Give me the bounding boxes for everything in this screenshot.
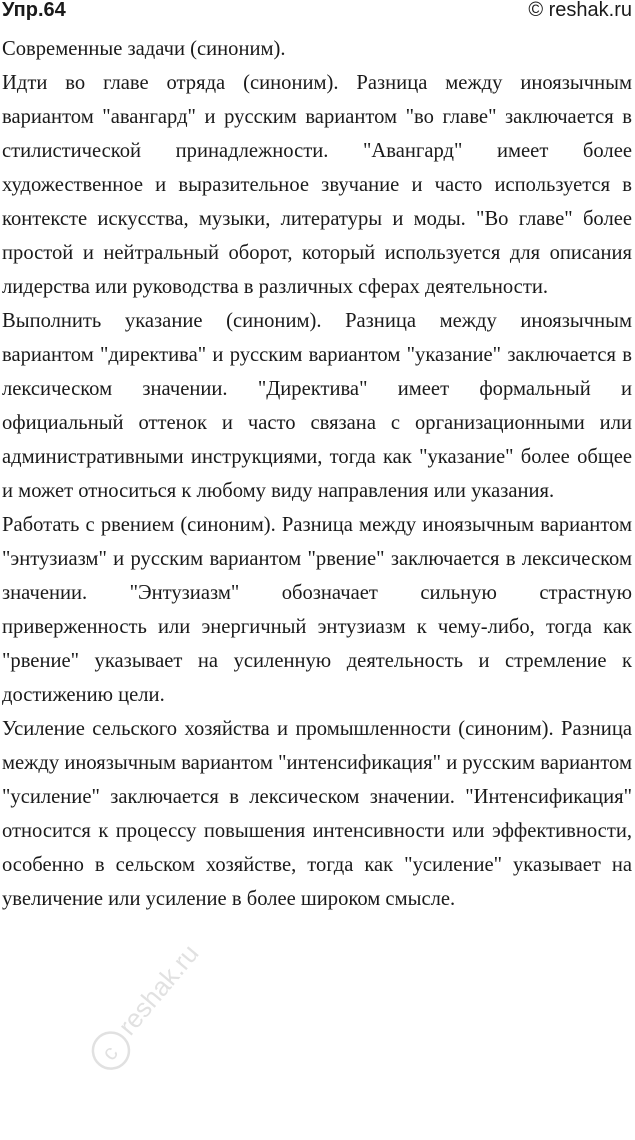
- paragraph-direktiva: Выполнить указание (синоним). Разница между иноязычным вариантом "директива" и русским вариантом "указание" заключается в лексическом значении. "Директива" имеет формальный и официальный оттенок и часто связана с организационными или административными инструкциями, тогда как "указание" более общее и может относиться к любому виду направления или указания.: [2, 310, 632, 502]
- copyright-circle-icon: [51, 914, 239, 1106]
- watermark-text: reshak.ru: [111, 938, 205, 1041]
- document-body: [2, 32, 632, 916]
- paragraph-intensifikatsiya: Усиление сельского хозяйства и промышленности (синоним). Разница между иноязычным вариантом "интенсификация" и русским вариантом "усиление" заключается в лексическом значении. "Интенсификация" относится к процессу повышения интенсивности или эффективности, особенно в сельском хозяйстве, тогда как "усиление" указывает на увеличение или усиление в более широком смысле.: [2, 718, 632, 910]
- paragraph-avangard: Идти во главе отряда (синоним). Разница между иноязычным вариантом "авангард" и русским вариантом "во главе" заключается в стилистической принадлежности. "Авангард" имеет более художественное и выразительное звучание и часто используется в контексте искусства, музыки, литературы и моды. "Во главе" более простой и нейтральный оборот, который используется для описания лидерства или руководства в различных сферах деятельности.: [2, 72, 632, 298]
- watermark-logo: [51, 914, 239, 1106]
- exercise-title: Упр.64: [2, 0, 66, 21]
- paragraph-entuziazm: Работать с рвением (синоним). Разница между иноязычным вариантом "энтузиазм" и русским вариантом "рвение" заключается в лексическом значении. "Энтузиазм" обозначает сильную страстную приверженность или энергичный энтузиазм к чему-либо, тогда как "рвение" указывает на усиленную деятельность и стремление к достижению цели.: [2, 514, 632, 706]
- page-header: [0, 0, 635, 28]
- paragraph-intro: Современные задачи (синоним).: [2, 38, 286, 60]
- site-credit: © reshak.ru: [528, 0, 632, 21]
- svg-text:c: c: [96, 1040, 123, 1066]
